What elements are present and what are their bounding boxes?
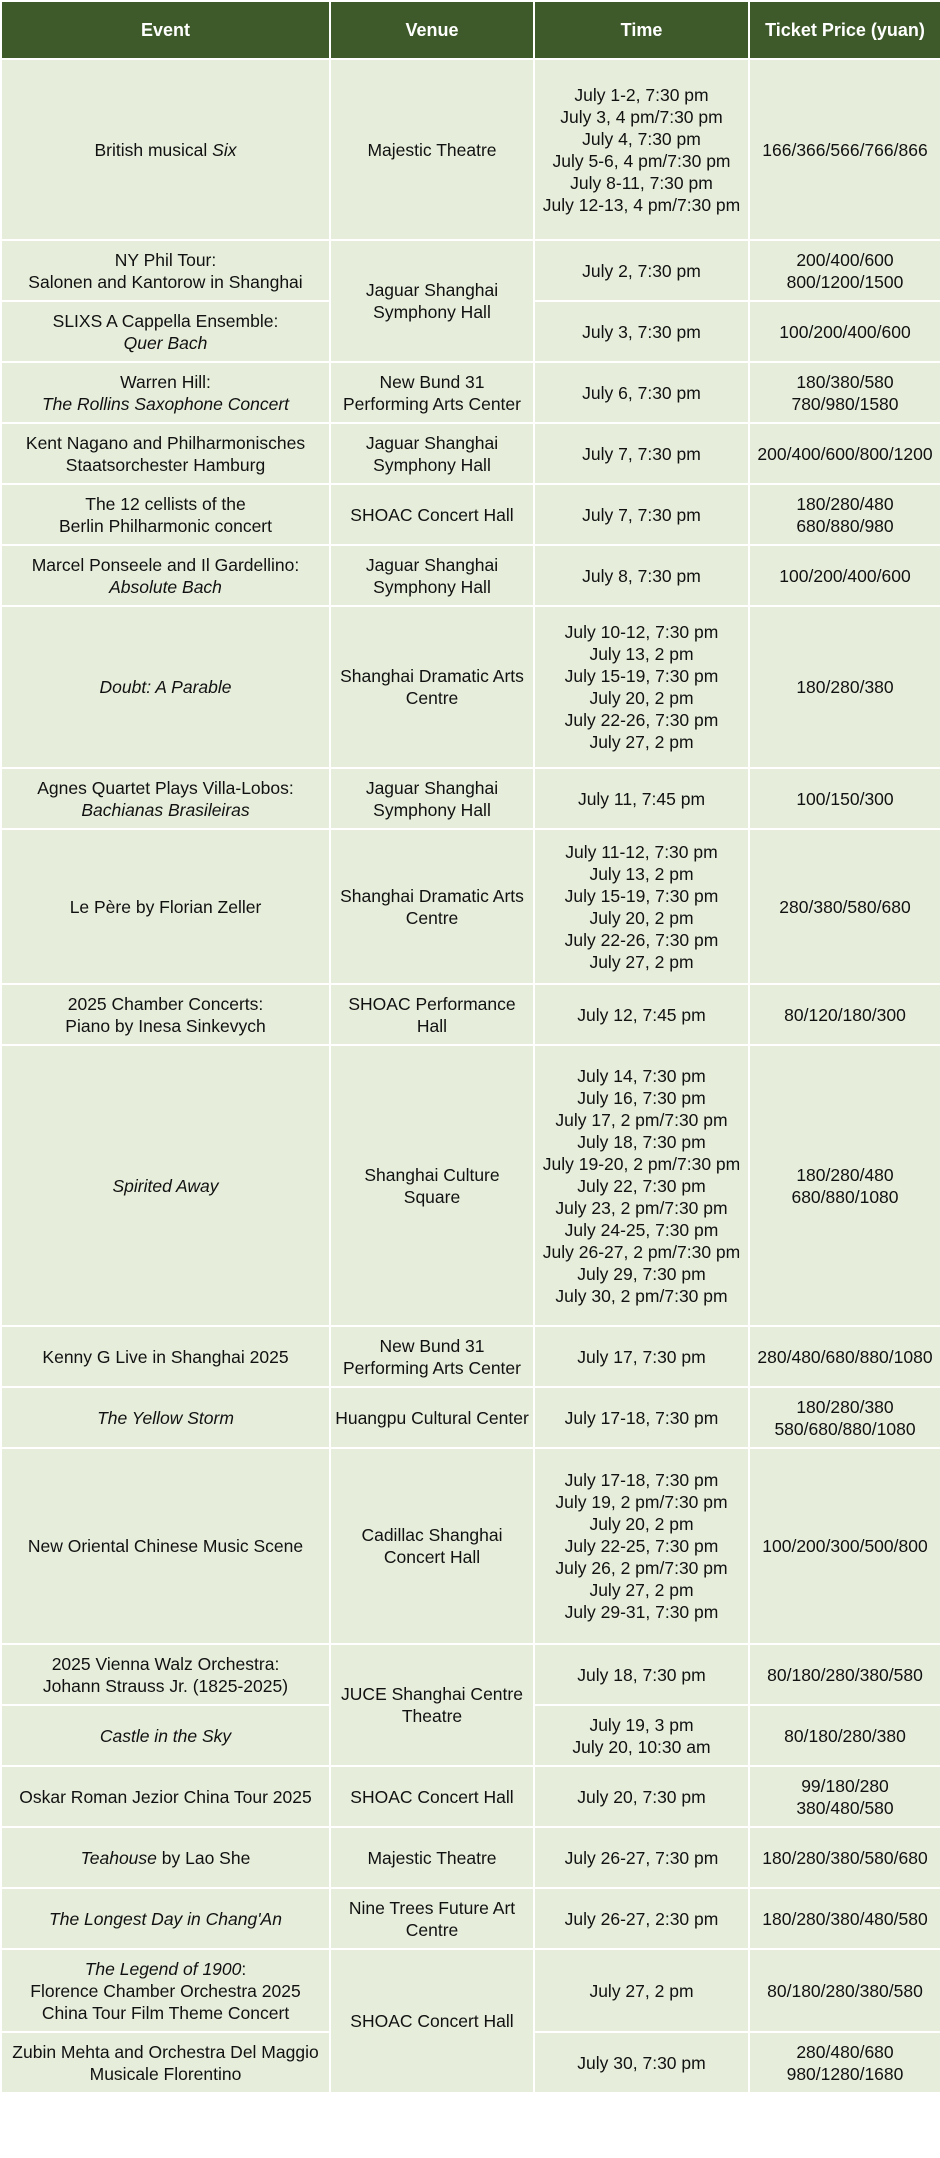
price-cell [749, 423, 940, 484]
price-line: 200/400/600/800/1200 [757, 443, 933, 464]
time-cell [534, 984, 749, 1045]
price-line: 180/280/380/480/580 [762, 1908, 928, 1929]
time-cell [534, 1766, 749, 1827]
venue-line: Centre [405, 907, 459, 928]
event-line: Zubin Mehta and Orchestra Del Maggio [12, 2041, 319, 2062]
time-line: July 27, 2 pm [589, 1580, 694, 1600]
event-cell [1, 768, 330, 829]
price-cell [749, 1387, 940, 1448]
price-line: 100/200/400/600 [779, 565, 911, 586]
price-cell [749, 1326, 940, 1387]
event-line: Salonen and Kantorow in Shanghai [28, 271, 303, 292]
time-line: July 14, 7:30 pm [577, 1065, 706, 1086]
price-line: 99/180/280 [801, 1775, 889, 1796]
time-line: July 16, 7:30 pm [577, 1087, 706, 1108]
event-cell [1, 240, 330, 301]
venue-line: Majestic Theatre [367, 139, 497, 160]
time-cell [534, 240, 749, 301]
time-line: July 27, 2 pm [589, 951, 694, 972]
time-line: July 26-27, 2:30 pm [564, 1908, 719, 1929]
time-cell [534, 1045, 749, 1326]
venue-line: Jaguar Shanghai [365, 432, 499, 453]
venue-cell [330, 484, 534, 545]
event-cell [1, 1448, 330, 1644]
venue-line: Shanghai Dramatic Arts [340, 666, 524, 686]
time-line: July 30, 2 pm/7:30 pm [555, 1285, 728, 1306]
event-line: New Oriental Chinese Music Scene [27, 1536, 304, 1556]
time-cell [534, 1827, 749, 1888]
header-row [1, 1, 940, 59]
event-line: 2025 Chamber Concerts: [67, 993, 264, 1014]
event-cell [1, 423, 330, 484]
time-cell [534, 829, 749, 984]
event-line: Absolute Bach [109, 576, 222, 597]
price-line: 80/180/280/380 [784, 1725, 906, 1746]
time-cell [534, 768, 749, 829]
event-cell [1, 1888, 330, 1949]
event-cell [1, 606, 330, 768]
event-cell [1, 301, 330, 362]
venue-cell [330, 1045, 534, 1326]
venue-line: Symphony Hall [373, 454, 491, 475]
time-line: July 22-26, 7:30 pm [564, 929, 719, 950]
price-line: 280/380/580/680 [779, 896, 911, 917]
venue-line: Jaguar Shanghai [365, 280, 499, 300]
time-line: July 10-12, 7:30 pm [564, 622, 719, 642]
price-cell [749, 362, 940, 423]
time-line: July 15-19, 7:30 pm [564, 666, 719, 686]
venue-line: Symphony Hall [373, 799, 491, 820]
time-line: July 30, 7:30 pm [577, 2052, 706, 2073]
event-line: The 12 cellists of the [85, 493, 246, 514]
price-line: 180/280/480 [796, 493, 894, 514]
header-time: Time [534, 1, 749, 59]
venue-line: SHOAC Concert Hall [350, 1786, 514, 1807]
price-line: 980/1280/1680 [786, 2063, 904, 2084]
event-line: Castle in the Sky [99, 1725, 232, 1746]
time-line: July 23, 2 pm/7:30 pm [555, 1197, 728, 1218]
venue-line: Concert Hall [383, 1547, 481, 1567]
venue-line: Majestic Theatre [367, 1847, 497, 1868]
time-cell [534, 1387, 749, 1448]
table-row [1, 1644, 940, 1705]
venue-cell [330, 768, 534, 829]
event-line: Florence Chamber Orchestra 2025 [30, 1980, 301, 2001]
time-cell [534, 1705, 749, 1766]
time-line: July 20, 2 pm [589, 1514, 694, 1534]
time-line: July 22-25, 7:30 pm [564, 1536, 719, 1556]
venue-cell [330, 1888, 534, 1949]
table-row [1, 1448, 940, 1644]
venue-cell [330, 829, 534, 984]
event-cell [1, 1766, 330, 1827]
price-cell [749, 484, 940, 545]
time-line: July 7, 7:30 pm [582, 443, 701, 464]
time-line: July 17, 2 pm/7:30 pm [555, 1109, 728, 1130]
time-line: July 29, 7:30 pm [577, 1263, 706, 1284]
price-cell [749, 1766, 940, 1827]
event-text: Teahouse [80, 1847, 157, 1868]
time-line: July 29-31, 7:30 pm [564, 1602, 719, 1622]
price-line: 180/280/380 [796, 677, 894, 697]
venue-line: Jaguar Shanghai [365, 554, 499, 575]
time-cell [534, 545, 749, 606]
time-line: July 19-20, 2 pm/7:30 pm [542, 1153, 741, 1174]
time-line: July 8-11, 7:30 pm [570, 172, 713, 193]
table-row [1, 484, 940, 545]
price-line: 180/280/380/580/680 [762, 1847, 928, 1868]
event-line: Spirited Away [112, 1175, 219, 1196]
time-line: July 26-27, 2 pm/7:30 pm [542, 1241, 741, 1262]
venue-cell [330, 1448, 534, 1644]
event-line: Musicale Florentino [89, 2063, 242, 2084]
time-line: July 19, 3 pm [589, 1714, 694, 1735]
price-cell [749, 59, 940, 240]
event-line: The Yellow Storm [97, 1407, 234, 1428]
table-row [1, 984, 940, 1045]
venue-cell [330, 362, 534, 423]
event-cell [1, 1387, 330, 1448]
time-line: July 20, 7:30 pm [577, 1786, 706, 1807]
time-line: July 6, 7:30 pm [582, 382, 701, 403]
price-cell [749, 240, 940, 301]
event-line: Agnes Quartet Plays Villa-Lobos: [37, 777, 294, 798]
price-line: 580/680/880/1080 [774, 1418, 916, 1439]
time-cell [534, 59, 749, 240]
event-cell [1, 1045, 330, 1326]
event-cell [1, 362, 330, 423]
price-line: 200/400/600 [796, 249, 894, 270]
venue-cell [330, 59, 534, 240]
time-line: July 27, 2 pm [589, 1980, 694, 2001]
table-row [1, 1045, 940, 1326]
price-cell [749, 1949, 940, 2032]
price-line: 166/366/566/766/866 [762, 139, 928, 160]
time-line: July 11-12, 7:30 pm [565, 841, 718, 862]
table-row [1, 829, 940, 984]
price-line: 180/280/480 [796, 1164, 894, 1185]
price-cell [749, 984, 940, 1045]
time-cell [534, 1888, 749, 1949]
time-line: July 20, 10:30 am [572, 1736, 711, 1757]
table-row [1, 1766, 940, 1827]
event-line: The Rollins Saxophone Concert [41, 393, 290, 414]
event-text: The Legend of 1900 [84, 1958, 242, 1979]
time-line: July 12, 7:45 pm [577, 1004, 706, 1025]
time-cell [534, 484, 749, 545]
price-line: 80/120/180/300 [784, 1004, 906, 1025]
time-cell [534, 423, 749, 484]
time-cell [534, 362, 749, 423]
venue-line: Performing Arts Center [343, 393, 521, 414]
time-line: July 17-18, 7:30 pm [564, 1407, 719, 1428]
event-text: : [241, 1958, 247, 1979]
time-line: July 27, 2 pm [589, 732, 694, 752]
time-line: July 3, 4 pm/7:30 pm [560, 106, 723, 127]
event-line: China Tour Film Theme Concert [41, 2002, 290, 2023]
event-line: Le Père by Florian Zeller [69, 896, 262, 917]
time-line: July 12-13, 4 pm/7:30 pm [542, 194, 741, 215]
venue-cell [330, 545, 534, 606]
event-line: Warren Hill: [120, 371, 211, 392]
event-cell [1, 1949, 330, 2032]
venue-line: Hall [416, 1015, 448, 1036]
venue-line: Theatre [401, 1706, 463, 1726]
time-line: July 1-2, 7:30 pm [574, 84, 709, 105]
time-line: July 5-6, 4 pm/7:30 pm [552, 150, 731, 171]
event-line: Kenny G Live in Shanghai 2025 [42, 1346, 289, 1367]
time-line: July 17-18, 7:30 pm [564, 1470, 719, 1490]
venue-line: Square [403, 1186, 461, 1207]
price-line: 280/480/680/880/1080 [757, 1346, 933, 1367]
venue-line: Centre [405, 688, 459, 708]
venue-line: Cadillac Shanghai [361, 1525, 503, 1545]
event-cell [1, 2032, 330, 2093]
event-line: Bachianas Brasileiras [81, 799, 250, 820]
table-row [1, 1888, 940, 1949]
time-line: July 20, 2 pm [589, 688, 694, 708]
event-text: by Lao She [156, 1847, 251, 1868]
event-cell [1, 545, 330, 606]
event-line: The Longest Day in Chang'An [49, 1908, 282, 1929]
price-cell [749, 606, 940, 768]
venue-line: SHOAC Concert Hall [350, 504, 514, 525]
event-cell [1, 984, 330, 1045]
price-cell [749, 1705, 940, 1766]
venue-cell [330, 240, 534, 362]
event-line: Staatsorchester Hamburg [65, 454, 266, 475]
venue-line: Huangpu Cultural Center [335, 1407, 529, 1428]
event-line: Johann Strauss Jr. (1825-2025) [42, 1675, 289, 1696]
event-line: Piano by Inesa Sinkevych [65, 1015, 266, 1036]
time-cell [534, 1644, 749, 1705]
venue-cell [330, 423, 534, 484]
price-line: 100/200/300/500/800 [762, 1536, 928, 1556]
venue-line: SHOAC Concert Hall [350, 2011, 514, 2031]
venue-line: Nine Trees Future Art [348, 1897, 516, 1918]
event-text: British musical [94, 139, 213, 160]
time-line: July 13, 2 pm [589, 644, 694, 664]
time-line: July 19, 2 pm/7:30 pm [555, 1492, 728, 1512]
time-line: July 26, 2 pm/7:30 pm [555, 1558, 728, 1578]
price-cell [749, 1045, 940, 1326]
price-line: 100/150/300 [796, 788, 894, 809]
venue-cell [330, 606, 534, 768]
time-cell [534, 1949, 749, 2032]
price-line: 800/1200/1500 [786, 271, 904, 292]
venue-line: New Bund 31 [379, 371, 485, 392]
time-line: July 18, 7:30 pm [577, 1664, 706, 1685]
price-cell [749, 1827, 940, 1888]
price-line: 380/480/580 [796, 1797, 894, 1818]
table-row [1, 240, 940, 301]
header-venue: Venue [330, 1, 534, 59]
price-cell [749, 829, 940, 984]
venue-cell [330, 1644, 534, 1766]
price-cell [749, 545, 940, 606]
price-line: 680/880/980 [796, 515, 894, 536]
price-line: 80/180/280/380/580 [767, 1664, 923, 1685]
event-line: Quer Bach [123, 332, 208, 353]
price-line: 80/180/280/380/580 [767, 1980, 923, 2001]
table-row [1, 545, 940, 606]
time-cell [534, 1448, 749, 1644]
venue-cell [330, 1766, 534, 1827]
header-event: Event [1, 1, 330, 59]
price-cell [749, 2032, 940, 2093]
price-line: 180/380/580 [796, 371, 894, 392]
venue-line: Shanghai Dramatic Arts [340, 885, 524, 906]
event-cell [1, 1827, 330, 1888]
venue-line: New Bund 31 [379, 1335, 485, 1356]
event-line: Berlin Philharmonic concert [58, 515, 272, 536]
event-line: SLIXS A Cappella Ensemble: [52, 310, 279, 331]
table-row [1, 1827, 940, 1888]
venue-cell [330, 1326, 534, 1387]
event-cell [1, 1705, 330, 1766]
price-cell [749, 1888, 940, 1949]
event-line: Marcel Ponseele and Il Gardellino: [31, 554, 300, 575]
venue-line: Centre [405, 1919, 459, 1940]
time-line: July 26-27, 7:30 pm [564, 1847, 719, 1868]
venue-cell [330, 984, 534, 1045]
table-row [1, 59, 940, 240]
venue-cell [330, 1949, 534, 2093]
event-line: Kent Nagano and Philharmonisches [25, 432, 306, 453]
price-line: 780/980/1580 [791, 393, 899, 414]
price-line: 100/200/400/600 [779, 321, 911, 342]
price-cell [749, 1448, 940, 1644]
event-line: NY Phil Tour: [114, 249, 217, 270]
price-line: 280/480/680 [796, 2041, 894, 2062]
price-cell [749, 768, 940, 829]
time-line: July 7, 7:30 pm [582, 504, 701, 525]
event-cell [1, 829, 330, 984]
time-line: July 13, 2 pm [589, 863, 694, 884]
price-cell [749, 1644, 940, 1705]
price-line: 180/280/380 [796, 1396, 894, 1417]
time-line: July 22, 7:30 pm [577, 1175, 706, 1196]
event-line: Oskar Roman Jezior China Tour 2025 [19, 1786, 312, 1807]
table-row [1, 423, 940, 484]
time-line: July 11, 7:45 pm [577, 788, 706, 809]
time-line: July 8, 7:30 pm [582, 565, 701, 586]
table-row [1, 1949, 940, 2032]
event-text: Six [212, 139, 237, 160]
venue-cell [330, 1827, 534, 1888]
venue-line: Jaguar Shanghai [365, 777, 499, 798]
price-line: 680/880/1080 [791, 1186, 899, 1207]
table-row [1, 1326, 940, 1387]
time-line: July 4, 7:30 pm [582, 128, 701, 149]
venue-line: JUCE Shanghai Centre [341, 1684, 523, 1704]
table-row [1, 606, 940, 768]
time-cell [534, 301, 749, 362]
time-line: July 15-19, 7:30 pm [564, 885, 719, 906]
venue-line: Shanghai Culture [364, 1164, 500, 1185]
table-row [1, 1387, 940, 1448]
venue-line: Symphony Hall [373, 576, 491, 597]
venue-cell [330, 1387, 534, 1448]
venue-line: Symphony Hall [373, 302, 491, 322]
table-row [1, 768, 940, 829]
venue-line: Performing Arts Center [343, 1357, 521, 1378]
venue-line: SHOAC Performance [348, 993, 516, 1014]
time-line: July 22-26, 7:30 pm [564, 710, 719, 730]
time-line: July 17, 7:30 pm [577, 1346, 706, 1367]
time-line: July 18, 7:30 pm [577, 1131, 706, 1152]
event-line: 2025 Vienna Walz Orchestra: [51, 1653, 280, 1674]
price-cell [749, 301, 940, 362]
event-cell [1, 59, 330, 240]
event-cell [1, 1326, 330, 1387]
time-cell [534, 606, 749, 768]
table-row [1, 362, 940, 423]
time-line: July 24-25, 7:30 pm [564, 1219, 719, 1240]
time-line: July 20, 2 pm [589, 907, 694, 928]
time-cell [534, 2032, 749, 2093]
time-line: July 3, 7:30 pm [582, 321, 701, 342]
time-cell [534, 1326, 749, 1387]
event-line: Doubt: A Parable [99, 677, 232, 697]
event-cell [1, 484, 330, 545]
event-cell [1, 1644, 330, 1705]
time-line: July 2, 7:30 pm [582, 260, 701, 281]
header-price: Ticket Price (yuan) [749, 1, 940, 59]
